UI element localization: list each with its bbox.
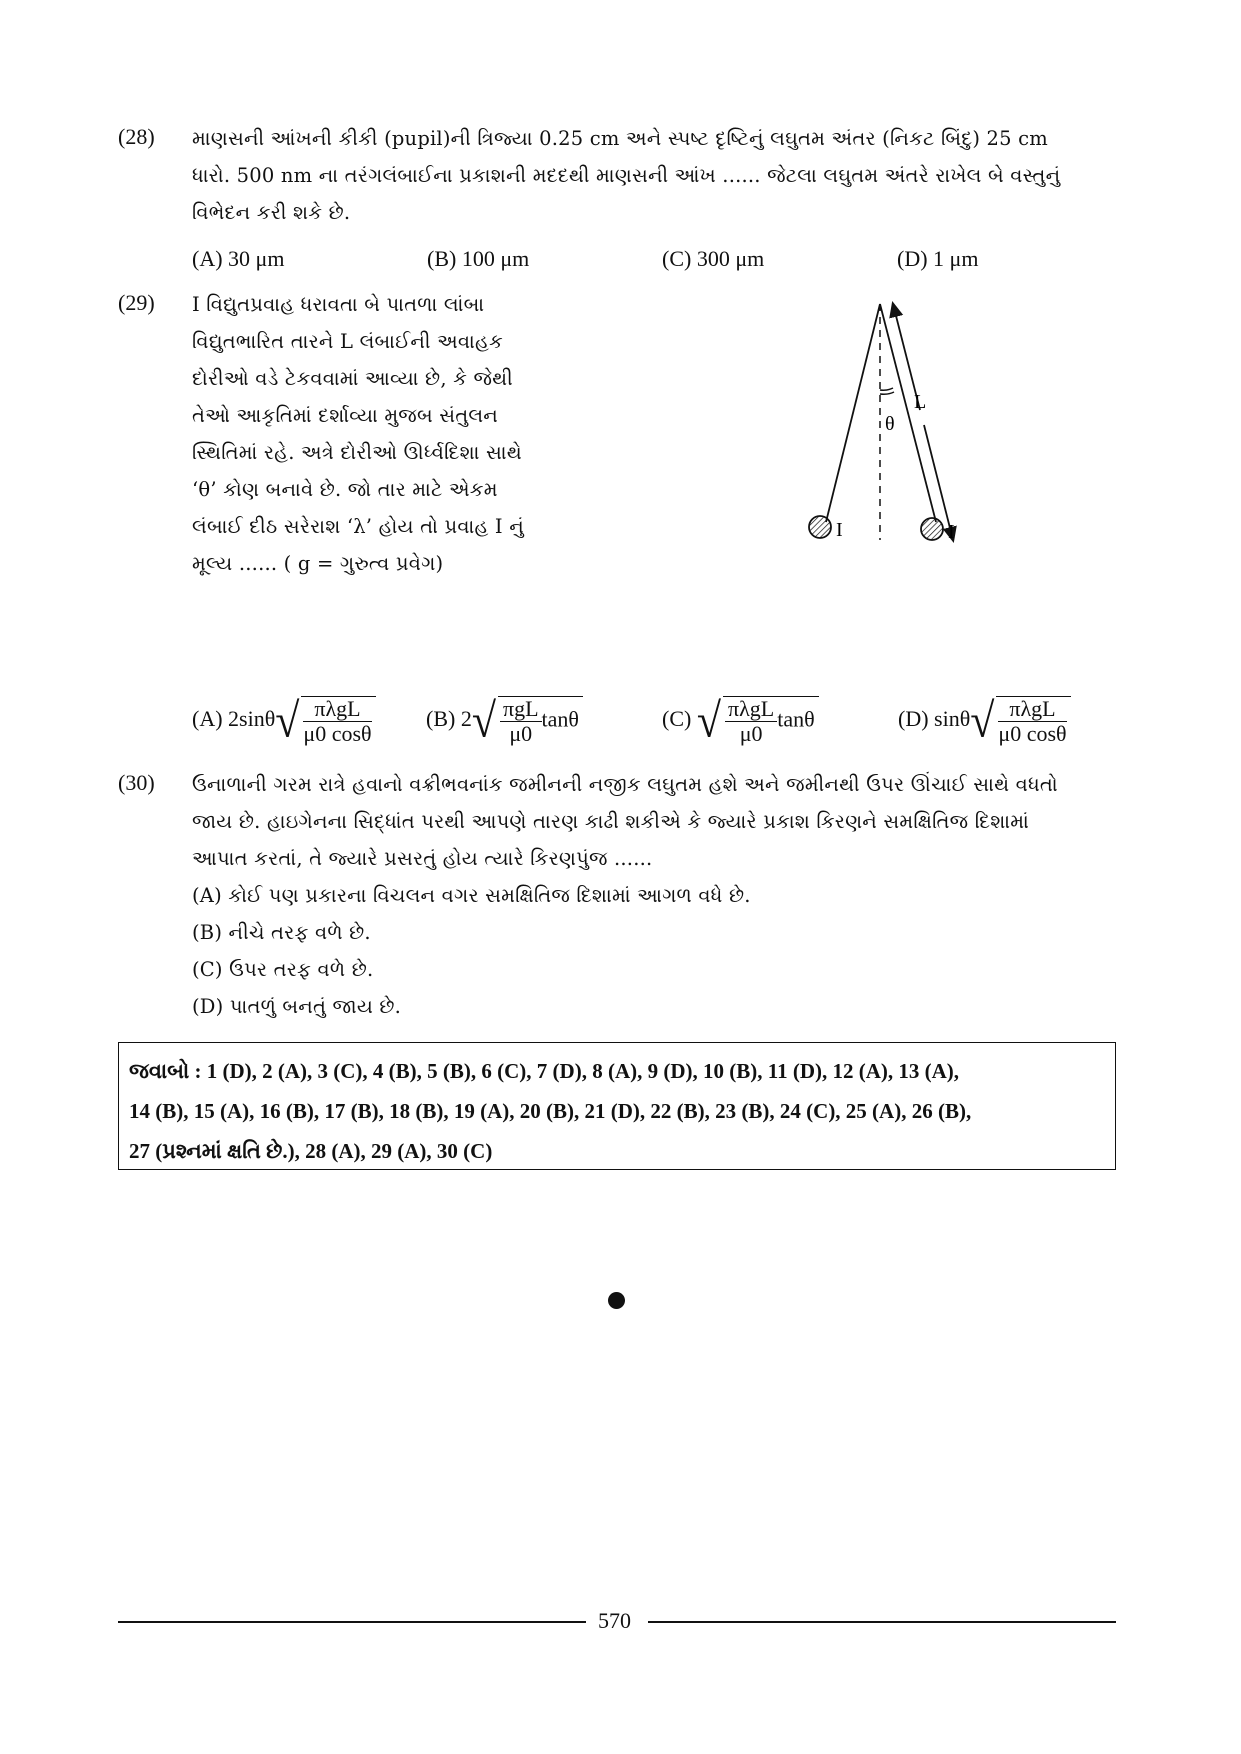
option-b: (B) 100 μm bbox=[427, 246, 530, 271]
question-30 bbox=[118, 770, 1128, 1020]
option-d: (D) 1 μm bbox=[897, 246, 979, 271]
answer-line: જવાબો : 1 (D), 2 (A), 3 (C), 4 (B), 5 (B), 6 (C), 7 (D), 8 (A), 9 (D), 10 (B), 11 (D), 12 (A), 13 (A), bbox=[129, 1059, 960, 1083]
length-label: L bbox=[914, 391, 927, 413]
current-label-left: I bbox=[836, 519, 843, 541]
option-a: (A) 30 μm bbox=[192, 246, 285, 271]
pendulum-figure bbox=[790, 290, 990, 560]
question-line: તેઓ આકૃતિમાં દર્શાવ્યા મુજબ સંતુલન bbox=[192, 404, 498, 427]
option-a: (A) કોઈ પણ પ્રકારના વિચલન વગર સમક્ષિતિજ દિશામાં આગળ વધે છે. bbox=[192, 884, 751, 907]
option-a: (A) 2sinθ√ $\frac{\text{πλgL}}{\mu 0 \cos\theta}$ bbox=[192, 696, 376, 746]
question-28 bbox=[118, 124, 1128, 274]
options-row bbox=[192, 246, 1132, 272]
option-d: (D) પાતળું બનતું જાય છે. bbox=[192, 995, 402, 1018]
option-c: (C) ઉપર તરફ વળે છે. bbox=[192, 958, 374, 981]
question-line: જાય છે. હાઇગેનના સિદ્ધાંત પરથી આપણે તારણ કાઢી શકીએ કે જ્યારે પ્રકાશ કિરણને સમક્ષિતિજ દિશામાં bbox=[192, 810, 1029, 833]
question-text bbox=[192, 286, 612, 582]
option-c: (C) 300 μm bbox=[662, 246, 765, 271]
question-number: (29) bbox=[118, 290, 155, 315]
question-text bbox=[192, 120, 1202, 231]
question-line: ‘θ’ કોણ બનાવે છે. જો તાર માટે એકમ bbox=[192, 478, 498, 501]
question-line: ઉનાળાની ગરમ રાત્રે હવાનો વક્રીભવનાંક જમીનની નજીક લઘુતમ હશે અને જમીનથી ઉપર ઊંચાઈ સાથે વધતો bbox=[192, 773, 1058, 796]
question-line: આપાત કરતાં, તે જ્યારે પ્રસરતું હોય ત્યારે કિરણપુંજ ...... bbox=[192, 847, 653, 870]
question-text bbox=[192, 766, 1202, 1025]
radical-sign: √ bbox=[696, 693, 721, 748]
angle-arc bbox=[880, 392, 894, 394]
radical-sign: √ bbox=[275, 693, 300, 748]
question-number: (28) bbox=[118, 124, 155, 149]
answer-key-box bbox=[118, 1042, 1116, 1170]
question-line: માણસની આંખની કીકી (pupil)ની ત્રિજ્યા 0.25 cm અને સ્પષ્ટ દૃષ્ટિનું લઘુતમ અંતર (નિકટ બિંદુ) 25 cm bbox=[192, 127, 1048, 150]
radical-sign: √ bbox=[970, 693, 995, 748]
wire-left bbox=[809, 516, 831, 538]
question-number: (30) bbox=[118, 770, 155, 795]
question-line: I વિદ્યુતપ્રવાહ ધરાવતા બે પાતળા લાંબા bbox=[192, 293, 485, 316]
question-line: સ્થિતિમાં રહે. અત્રે દોરીઓ ઊર્ધ્વદિશા સાથે bbox=[192, 441, 522, 464]
angle-arc bbox=[880, 388, 893, 390]
option-c: (C) √ $\frac{\text{πλgL}}{\mu 0}$ tanθ bbox=[662, 696, 819, 746]
question-line: ધારો. 500 nm ના તરંગલંબાઈના પ્રકાશની મદદથી માણસની આંખ ...... જેટલા લઘુતમ અંતરે રાખેલ બે વસ્તુનું bbox=[192, 164, 1061, 187]
answer-line: 27 (પ્રશ્નમાં ક્ષતિ છે.), 28 (A), 29 (A), 30 (C) bbox=[129, 1139, 493, 1163]
wire-right bbox=[921, 518, 943, 540]
answer-line: 14 (B), 15 (A), 16 (B), 17 (B), 18 (B), 19 (A), 20 (B), 21 (D), 22 (B), 23 (B), 24 (C), 25 (A), 26 (B), bbox=[129, 1099, 972, 1123]
left-string bbox=[826, 304, 880, 522]
page-number: 570 bbox=[598, 1608, 631, 1633]
angle-label: θ bbox=[885, 413, 895, 435]
bullet-separator-icon bbox=[608, 1292, 625, 1309]
option-b: (B) 2√ $\frac{\text{πgL}}{\mu 0}$ tanθ bbox=[426, 696, 583, 746]
option-d: (D) sinθ√ $\frac{\text{πλgL}}{\mu 0 \cos\theta}$ bbox=[898, 696, 1071, 746]
footer-rule-right bbox=[648, 1621, 1116, 1623]
question-line: મૂલ્ય ...... ( g = ગુરુત્વ પ્રવેગ) bbox=[192, 552, 444, 575]
radical-sign: √ bbox=[471, 693, 496, 748]
footer-rule-left bbox=[118, 1621, 586, 1623]
question-line: વિભેદન કરી શકે છે. bbox=[192, 201, 351, 224]
current-label-right: I bbox=[948, 521, 955, 543]
question-line: લંબાઈ દીઠ સરેરાશ ‘λ’ હોય તો પ્રવાહ I નું bbox=[192, 515, 524, 538]
question-line: દોરીઓ વડે ટેકવવામાં આવ્યા છે, કે જેથી bbox=[192, 367, 513, 390]
question-line: વિદ્યુતભારિત તારને L લંબાઈની અવાહક bbox=[192, 330, 504, 353]
option-b: (B) નીચે તરફ વળે છે. bbox=[192, 921, 371, 944]
